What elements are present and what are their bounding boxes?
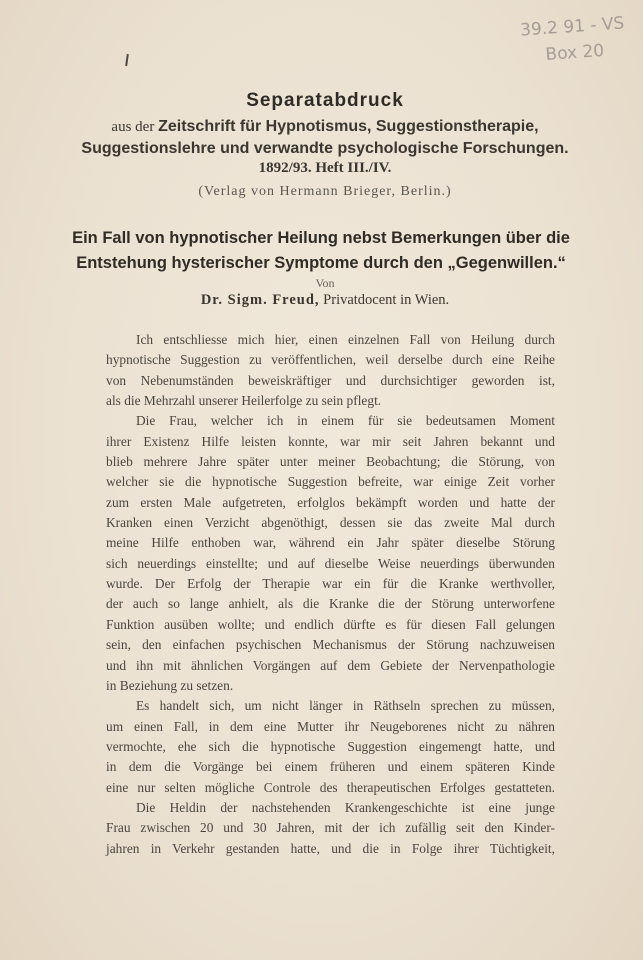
- body-line: um einen Fall, in dem eine Mutter ihr Neugeborenes nicht zu nähren: [106, 718, 555, 734]
- body-line: von Nebenumständen beweiskräftiger und durchsichtiger geworden ist,: [106, 372, 555, 388]
- body-line: Die Heldin der nachstehenden Krankengeschichte ist eine junge: [136, 799, 555, 815]
- journal-line-1: [60, 116, 590, 138]
- archive-note-line2: Box 20: [544, 40, 605, 65]
- body-line: ihrer Existenz Hilfe leisten konnte, war mir seit Jahren bekannt und: [106, 433, 555, 449]
- archive-pencil-note: [519, 10, 627, 69]
- body-line: Kranken einen Verzicht abgenöthigt, dessen sie das zweite Mal durch: [106, 515, 555, 531]
- offprint-title: Separatabdruck: [246, 90, 404, 111]
- body-line: Funktion ausüben wollte; und endlich dürfte es für diesen Fall gelungen: [106, 616, 555, 632]
- article-title-line1: Ein Fall von hypnotischer Heilung nebst Bemerkungen über die: [72, 229, 570, 247]
- body-line: sich neuerdings einstellte; und auf dieselbe Weise neuerdings überwunden: [106, 555, 555, 571]
- journal-prefix: aus der: [111, 119, 155, 135]
- body-line: sein, den einfachen psychischen Mechanismus der Störung nachzuweisen: [106, 637, 555, 653]
- journal-name-part1: Zeitschrift für Hypnotismus, Suggestionstherapie,: [158, 118, 539, 135]
- author-name: Dr. Sigm. Freud,: [200, 292, 320, 308]
- byline-von: Von: [315, 276, 335, 290]
- journal-block: [60, 116, 590, 160]
- body-line: meine Hilfe enthoben war, während ein Jahr später dieselbe Störung: [106, 535, 555, 551]
- body-line: zum ersten Male aufgetreten, erfolglos bekämpft worden und hatte der: [106, 494, 555, 510]
- pencil-tick-mark: [125, 54, 129, 66]
- body-line: eine nur selten mögliche Controle des therapeutischen Erfolges gestatteten.: [106, 779, 555, 795]
- author-line: [60, 292, 590, 309]
- article-title-line2: Entstehung hysterischer Symptome durch den „Gegenwillen.“: [76, 254, 566, 272]
- body-line: Es handelt sich, um nicht länger in Räthseln sprechen zu müssen,: [136, 698, 555, 714]
- body-line: blieb mehrere Jahre später unter meiner Beobachtung; die Störung, von: [106, 454, 555, 470]
- body-line: Ich entschliesse mich hier, einen einzelnen Fall von Heilung durch: [136, 332, 555, 347]
- body-line: Die Frau, welcher ich in einem für sie bedeutsamen Moment: [136, 413, 555, 429]
- archive-note-line1: 39.2 91 - VS: [519, 13, 625, 41]
- body-line: in Beziehung zu setzen.: [106, 677, 234, 693]
- body-line: welcher sie die hypnotische Suggestion befreite, war einige Zeit vorher: [106, 474, 555, 490]
- body-line: wurde. Der Erfolg der Therapie war ein für die Kranke werthvoller,: [106, 576, 555, 592]
- body-line: als die Mehrzahl unserer Heilerfolge zu sein pflegt.: [106, 393, 382, 409]
- publisher: (Verlag von Hermann Brieger, Berlin.): [198, 184, 452, 199]
- body-line: vermochte, ehe sich die hypnotische Suggestion eingemengt hatte, und: [106, 738, 555, 754]
- body-line: jahren in Verkehr gestanden hatte, und die in Folge ihrer Tüchtigkeit,: [106, 840, 555, 856]
- year-issue: 1892/93. Heft III./IV.: [258, 160, 392, 176]
- article-body: [106, 330, 555, 859]
- body-line: in dem die Vorgänge bei einem früheren und einem späteren Kinde: [106, 759, 555, 775]
- journal-name-part2: Suggestionslehre und verwandte psychologische Forschungen.: [81, 140, 569, 157]
- body-line: Frau zwischen 20 und 30 Jahren, mit der ich zufällig seit den Kinder-: [106, 820, 555, 836]
- author-role: Privatdocent in Wien.: [323, 292, 450, 308]
- body-line: und ihn mit ähnlichen Vorgängen auf dem Gebiete der Nervenpathologie: [106, 657, 555, 673]
- body-line: hypnotische Suggestion zu veröffentlichen, weil derselbe durch eine Reihe: [106, 352, 555, 368]
- article-title: [56, 226, 586, 276]
- body-line: der auch so lange anhielt, als die Kranke die der Störung unterworfene: [106, 596, 555, 612]
